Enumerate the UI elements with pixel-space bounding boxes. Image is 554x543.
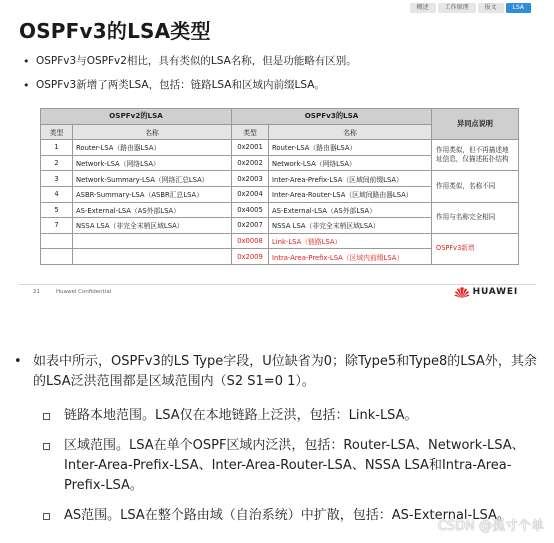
v2-name-cell [73,233,232,249]
nav-tab-lsa[interactable]: LSA [506,3,531,13]
table-row [41,140,519,156]
page-number: 21 [33,289,40,295]
note-main-text: 如表中所示，OSPFv3的LS Type字段，U位缺省为0；除Type5和Type8的LSA外，其余的LSA泛洪范围都是区域范围内（S2 S1=0 1）。 [33,354,537,389]
v2-type-cell: 5 [41,202,73,218]
v3-name-cell: Inter-Area-Prefix-LSA（区域间前缀LSA） [269,171,432,187]
v2-name-cell: AS-External-LSA（AS外部LSA） [73,202,232,218]
v2-type-cell: 3 [41,171,73,187]
diff-note: 作用类似，名称不同 [432,171,519,202]
v2-type-cell: 7 [41,218,73,234]
csdn-watermark: CSDN @孤寸个单 [437,519,544,534]
v3-name-cell: AS-External-LSA（AS外部LSA） [269,202,432,218]
v3-name-cell: Router-LSA（路由器LSA） [269,140,432,156]
v3-name-cell: Intra-Area-Prefix-LSA（区域内前缀LSA） [269,249,432,265]
v3-name-cell: Inter-Area-Router-LSA（区域间路由器LSA） [269,186,432,202]
table-row [41,233,519,249]
v2-type-cell: 1 [41,140,73,156]
v3-name-cell: NSSA LSA（非完全末梢区域LSA） [269,218,432,234]
v2-name-cell: ASBR-Summary-LSA（ASBR汇总LSA） [73,186,232,202]
separator-band [0,303,554,343]
v3-type-cell: 0x2001 [232,140,269,156]
table-row [41,202,519,218]
list-item: AS范围。LSA在整个路由域（自治系统）中扩散，包括：AS-External-LSA。 [40,506,540,526]
huawei-logo [454,286,518,298]
v2-type-cell [41,249,73,265]
lsa-comparison-table [40,108,519,265]
slide-bullet: • OSPFv3新增了两类LSA，包括：链路LSA和区域内前缀LSA。 [22,78,532,93]
col-type: 类型 [41,124,73,140]
v3-name-cell: Network-LSA（网络LSA） [269,155,432,171]
slide-bullets [22,54,532,102]
v2-type-cell: 4 [41,186,73,202]
huawei-wordmark: HUAWEI [472,287,518,297]
diff-note: OSPFv3新增 [432,233,519,264]
v2-type-cell: 2 [41,155,73,171]
v2-name-cell: Network-Summary-LSA（网络汇总LSA） [73,171,232,187]
col-name: 名称 [73,124,232,140]
huawei-flower-icon [454,286,470,298]
nav-tab-principle[interactable]: 工作原理 [438,3,476,13]
v3-type-cell: 0x2002 [232,155,269,171]
diff-header: 异同点说明 [432,109,519,140]
list-item: 链路本地范围。LSA仅在本地链路上泛洪，包括：Link-LSA。 [40,406,540,426]
v2-name-cell [73,249,232,265]
v3-type-cell: 0x2009 [232,249,269,265]
diff-note: 作用与名称完全相同 [432,202,519,233]
v3-name-cell: Link-LSA（链路LSA） [269,233,432,249]
v3-type-cell: 0x2003 [232,171,269,187]
v3-type-cell: 0x2004 [232,186,269,202]
v2-name-cell: Network-LSA（网络LSA） [73,155,232,171]
nav-tab-overview[interactable]: 概述 [410,3,436,13]
v3-type-cell: 0x0008 [232,233,269,249]
col-name: 名称 [269,124,432,140]
footer-divider [18,284,536,285]
confidential-label: Huawei Confidential [56,289,112,295]
v2-header: OSPFv2的LSA [41,109,232,125]
v2-name-cell: Router-LSA（路由器LSA） [73,140,232,156]
bullet-dot: • [14,354,22,369]
nav-tab-packet[interactable]: 报文 [478,3,504,13]
note-main-bullet [14,352,544,392]
v2-name-cell: NSSA LSA（非完全末梢区域LSA） [73,218,232,234]
v3-type-cell: 0x4005 [232,202,269,218]
slide-bullet: • OSPFv3与OSPFv2相比，具有类似的LSA名称，但是功能略有区别。 [22,54,532,69]
table-row [41,171,519,187]
v2-type-cell [41,233,73,249]
diff-note: 作用类似，但不再描述地址信息，仅描述拓扑结构 [432,140,519,171]
col-type: 类型 [232,124,269,140]
list-item: 区域范围。LSA在单个OSPF区域内泛洪，包括：Router-LSA、Network-LSA、Inter-Area-Prefix-LSA、Inter-Area-Router-LSA、NSSA LSA和Intra-Area-Prefix-LSA。 [40,436,540,496]
slide-title: OSPFv3的LSA类型 [19,19,211,43]
section-nav [410,3,531,13]
v3-header: OSPFv3的LSA [232,109,432,125]
v3-type-cell: 0x2007 [232,218,269,234]
